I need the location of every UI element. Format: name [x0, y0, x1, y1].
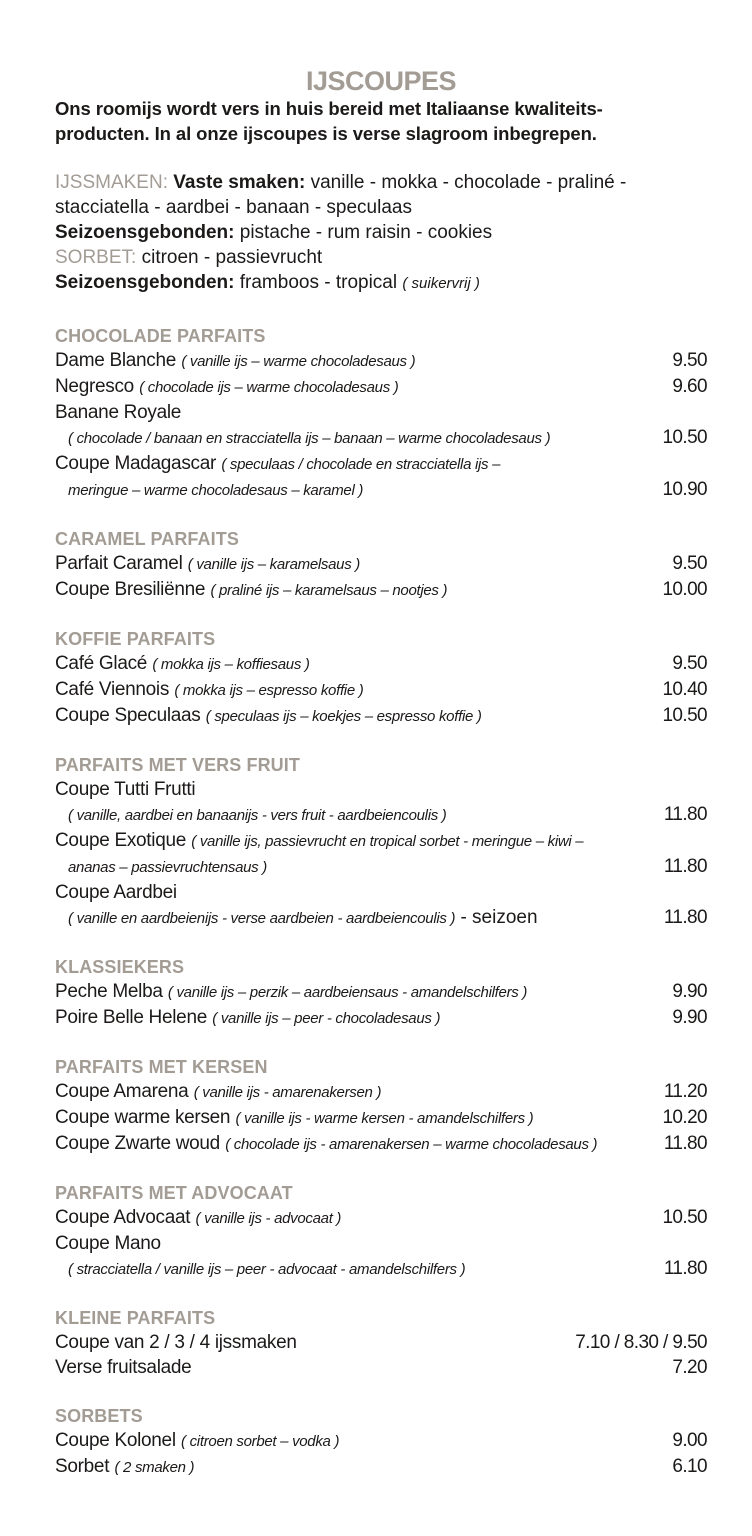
- item-name-wrap: [55, 979, 527, 1005]
- item-line: [55, 1005, 707, 1031]
- item-name: Coupe Advocaat: [55, 1207, 191, 1228]
- item-description: ( chocolade ijs – warme chocoladesaus ): [139, 379, 399, 396]
- item-description: ( praliné ijs – karamelsaus – nootjes ): [210, 582, 448, 599]
- item-line: [55, 1105, 707, 1131]
- menu-page: [55, 66, 707, 1480]
- intro-line-2: producten. In al onze ijscoupes is verse slagroom inbegrepen.: [55, 123, 597, 144]
- item-name: Poire Belle Helene: [55, 1007, 207, 1028]
- item-line: [55, 1205, 707, 1231]
- menu-item: [55, 1005, 707, 1031]
- menu-section: [55, 1181, 707, 1282]
- menu-item: [55, 577, 707, 603]
- item-price: 9.50: [672, 350, 707, 371]
- item-price: 6.10: [672, 1456, 707, 1477]
- item-description: ( chocolade ijs - amarenakersen – warme chocoladesaus ): [225, 1136, 598, 1153]
- flavours-block: [55, 170, 707, 296]
- vaste-smaken-label: Vaste smaken:: [173, 172, 306, 193]
- item-name-wrap: [55, 651, 310, 677]
- item-line: [55, 777, 707, 802]
- item-name: Coupe Exotique: [55, 830, 187, 851]
- item-price: 10.00: [662, 579, 707, 600]
- item-line: [55, 1079, 707, 1105]
- menu-section: [55, 1306, 707, 1380]
- menu-item: [55, 1079, 707, 1105]
- item-description: ( vanille, aardbei en banaanijs - vers fruit - aardbeiencoulis ): [68, 807, 447, 824]
- menu-item: [55, 651, 707, 677]
- item-price: 10.50: [662, 1207, 707, 1228]
- item-name-wrap: [55, 451, 500, 477]
- item-name-wrap: [55, 703, 482, 729]
- item-name: Coupe Aardbei: [55, 882, 177, 903]
- sorbet-label: SORBET:: [55, 247, 137, 268]
- item-description: ( vanille en aardbeienijs - verse aardbeien - aardbeiencoulis ): [68, 910, 456, 927]
- menu-item: [55, 1131, 707, 1157]
- menu-section: [55, 1404, 707, 1480]
- item-price: 9.60: [672, 376, 707, 397]
- item-line: [55, 477, 707, 503]
- item-price: 10.20: [662, 1107, 707, 1128]
- item-line: [55, 1428, 707, 1454]
- item-line: [55, 551, 707, 577]
- item-name: Peche Melba: [55, 981, 163, 1002]
- item-description: ( vanille ijs - warme kersen - amandelschilfers ): [235, 1110, 534, 1127]
- item-name: Banane Royale: [55, 402, 182, 423]
- menu-item: [55, 1205, 707, 1231]
- item-name: Sorbet: [55, 1456, 110, 1477]
- item-price: 10.90: [662, 479, 707, 500]
- section-title: KOFFIE PARFAITS: [55, 629, 216, 649]
- item-name: Dame Blanche: [55, 350, 177, 371]
- item-line: [55, 828, 707, 854]
- section-title: SORBETS: [55, 1406, 143, 1426]
- item-name: Coupe Zwarte woud: [55, 1133, 220, 1154]
- menu-item: [55, 677, 707, 703]
- item-name: Coupe Bresiliënne: [55, 579, 206, 600]
- item-price: 9.00: [672, 1430, 707, 1451]
- item-price: 9.50: [672, 653, 707, 674]
- sorbet-seasonal-label: Seizoensgebonden:: [55, 272, 235, 293]
- item-description: ( stracciatella / vanille ijs – peer - advocaat - amandelschilfers ): [68, 1261, 466, 1278]
- menu-section: [55, 627, 707, 729]
- item-name: Parfait Caramel: [55, 553, 183, 574]
- menu-item: [55, 1428, 707, 1454]
- item-line: [55, 1131, 707, 1157]
- item-line: [55, 577, 707, 603]
- item-name-wrap: [55, 1131, 597, 1157]
- menu-item: [55, 880, 707, 931]
- item-name-wrap: [55, 1454, 194, 1480]
- item-line: [55, 880, 707, 905]
- item-line: [55, 1355, 707, 1380]
- item-description: ( speculaas / chocolade en stracciatella ijs –: [221, 456, 501, 473]
- intro-line-1: Ons roomijs wordt vers in huis bereid met Italiaanse kwaliteits-: [55, 98, 603, 119]
- item-name-wrap: [55, 551, 360, 577]
- sorbet-seasonal-row: [55, 270, 707, 296]
- item-line: [55, 1454, 707, 1480]
- menu-item: [55, 979, 707, 1005]
- menu-item: [55, 1231, 707, 1282]
- menu-item: [55, 1355, 707, 1380]
- item-price: 9.90: [672, 1007, 707, 1028]
- item-name: Café Glacé: [55, 653, 148, 674]
- item-price: 11.80: [663, 907, 707, 928]
- item-price: 11.80: [663, 1258, 707, 1279]
- seasonal-list: pistache - rum raisin - cookies: [234, 222, 493, 243]
- item-description: ( mokka ijs – espresso koffie ): [174, 682, 364, 699]
- item-name-wrap: [55, 348, 415, 374]
- item-description-wrap: [55, 905, 538, 931]
- flavours-seasonal-row: [55, 220, 707, 245]
- menu-item: [55, 451, 707, 503]
- item-name: Coupe Amarena: [55, 1081, 189, 1102]
- seasonal-label: Seizoensgebonden:: [55, 222, 235, 243]
- item-price: 9.50: [672, 553, 707, 574]
- item-line: [55, 854, 707, 880]
- section-title: PARFAITS MET ADVOCAAT: [55, 1183, 293, 1203]
- menu-item: [55, 1105, 707, 1131]
- item-name-wrap: [55, 1330, 297, 1355]
- menu-section: [55, 955, 707, 1031]
- item-name-wrap: [55, 677, 363, 703]
- sorbet-seasonal-note: ( suikervrij ): [402, 275, 480, 292]
- menu-item: [55, 1330, 707, 1355]
- item-name: Coupe Mano: [55, 1233, 161, 1254]
- item-line: [55, 651, 707, 677]
- item-name-wrap: [55, 1005, 440, 1031]
- item-name-wrap: [55, 1205, 341, 1231]
- item-description: ( vanille ijs – warme chocoladesaus ): [181, 353, 416, 370]
- item-line: [55, 905, 707, 931]
- item-description: ( vanille ijs – perzik – aardbeiensaus - amandelschilfers ): [167, 984, 528, 1001]
- menu-item: [55, 777, 707, 828]
- item-description: ( speculaas ijs – koekjes – espresso koffie ): [205, 708, 482, 725]
- item-description-cont: meringue – warme chocoladesaus – karamel ): [68, 482, 364, 499]
- item-description: ( vanille ijs - advocaat ): [195, 1210, 342, 1227]
- section-title: PARFAITS MET VERS FRUIT: [55, 755, 300, 775]
- item-name: Verse fruitsalade: [55, 1357, 192, 1378]
- menu-item: [55, 400, 707, 451]
- sorbet-list: citroen - passievrucht: [136, 247, 323, 268]
- item-price: 11.20: [663, 1081, 707, 1102]
- item-name-wrap: [55, 1079, 381, 1105]
- ijssmaken-label: IJSSMAKEN:: [55, 172, 168, 193]
- item-price: 11.80: [663, 1133, 707, 1154]
- menu-item: [55, 374, 707, 400]
- item-price: 10.40: [662, 679, 707, 700]
- item-line: [55, 451, 707, 477]
- item-name: Coupe van 2 / 3 / 4 ijssmaken: [55, 1332, 297, 1353]
- menu-item: [55, 1454, 707, 1480]
- item-line: [55, 979, 707, 1005]
- item-price: 10.50: [662, 427, 707, 448]
- item-description: ( vanille ijs – peer - chocoladesaus ): [212, 1010, 441, 1027]
- menu-section: [55, 753, 707, 931]
- menu-section: [55, 1055, 707, 1157]
- item-name-wrap: [55, 1428, 339, 1454]
- menu-sections: [55, 324, 707, 1480]
- item-price: 7.20: [672, 1357, 707, 1378]
- item-price: 10.50: [662, 705, 707, 726]
- item-line: [55, 400, 707, 425]
- item-name-wrap: [55, 374, 398, 400]
- flavours-fixed-row: [55, 170, 707, 195]
- item-line: [55, 1231, 707, 1256]
- item-name-wrap: [55, 1105, 533, 1131]
- item-description: ( vanille ijs – karamelsaus ): [187, 556, 360, 573]
- item-season-note: - seizoen: [455, 907, 538, 928]
- section-title: CARAMEL PARFAITS: [55, 529, 239, 549]
- item-line: [55, 374, 707, 400]
- item-description: ( chocolade / banaan en stracciatella ijs – banaan – warme chocoladesaus ): [68, 430, 551, 447]
- vaste-smaken-list: vanille - mokka - chocolade - praliné -: [305, 172, 627, 193]
- intro-text: [55, 96, 707, 146]
- item-description: ( 2 smaken ): [114, 1459, 195, 1476]
- item-name: Negresco: [55, 376, 134, 397]
- item-name-wrap: [55, 828, 583, 854]
- item-description-wrap: [55, 802, 447, 828]
- item-line: [55, 703, 707, 729]
- menu-item: [55, 348, 707, 374]
- item-price: 9.90: [672, 981, 707, 1002]
- item-price: 11.80: [663, 804, 707, 825]
- item-name: Coupe Madagascar: [55, 453, 217, 474]
- menu-section: [55, 324, 707, 503]
- item-price: 7.10 / 8.30 / 9.50: [575, 1332, 707, 1353]
- item-name: Coupe warme kersen: [55, 1107, 231, 1128]
- item-description-wrap: [55, 1256, 465, 1282]
- item-description: ( vanille ijs - amarenakersen ): [193, 1084, 382, 1101]
- menu-item: [55, 703, 707, 729]
- item-line: [55, 802, 707, 828]
- item-price: 11.80: [663, 856, 707, 877]
- section-title: KLEINE PARFAITS: [55, 1308, 216, 1328]
- item-name: Café Viennois: [55, 679, 170, 700]
- flavours-fixed-row-2: stacciatella - aardbei - banaan - speculaas: [55, 197, 412, 218]
- item-description: ( citroen sorbet – vodka ): [181, 1433, 340, 1450]
- item-description: ( mokka ijs – koffiesaus ): [152, 656, 310, 673]
- item-description-cont: ananas – passievruchtensaus ): [68, 859, 267, 876]
- item-name-wrap: [55, 1355, 191, 1380]
- item-description-wrap: [55, 425, 550, 451]
- sorbet-seasonal-list: framboos - tropical: [234, 272, 403, 293]
- item-description: ( vanille ijs, passievrucht en tropical sorbet - meringue – kiwi –: [191, 833, 584, 850]
- menu-section: [55, 527, 707, 603]
- page-title: IJSCOUPES: [305, 66, 457, 96]
- item-line: [55, 677, 707, 703]
- item-name: Coupe Kolonel: [55, 1430, 176, 1451]
- menu-item: [55, 551, 707, 577]
- item-name: Coupe Speculaas: [55, 705, 201, 726]
- menu-item: [55, 828, 707, 880]
- section-title: CHOCOLADE PARFAITS: [55, 326, 266, 346]
- item-line: [55, 348, 707, 374]
- sorbet-row: [55, 245, 707, 270]
- item-name: Coupe Tutti Frutti: [55, 779, 196, 800]
- item-line: [55, 1330, 707, 1355]
- item-name-wrap: [55, 577, 447, 603]
- item-line: [55, 1256, 707, 1282]
- item-line: [55, 425, 707, 451]
- section-title: KLASSIEKERS: [55, 957, 185, 977]
- section-title: PARFAITS MET KERSEN: [55, 1057, 268, 1077]
